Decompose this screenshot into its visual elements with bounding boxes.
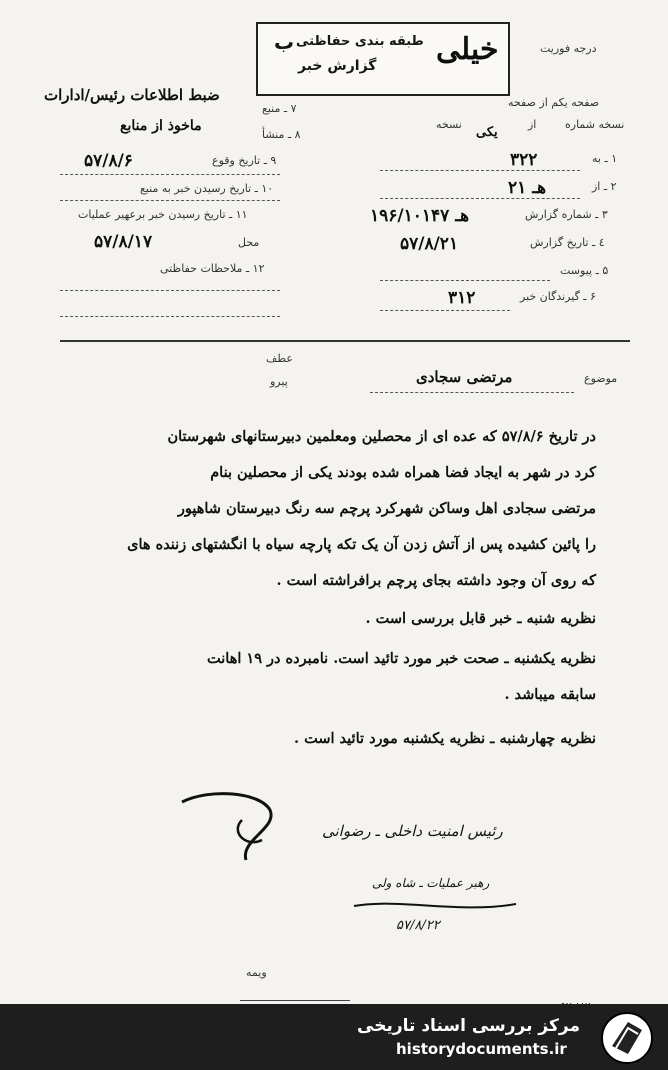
copy-unit-label: نسخه [436, 118, 462, 131]
subject-value: مرتضی سجادی [416, 368, 513, 386]
stamp-big-word: خیلی [436, 32, 499, 67]
field-5-label: ۵ ـ پیوست [560, 264, 609, 277]
copy-number-label: نسخه شماره [565, 118, 625, 131]
signature-tiny-note: ویمه [246, 966, 267, 979]
divider [240, 1000, 350, 1001]
field-1-value: ۳۲۲ [510, 150, 538, 170]
field-2-value: ۲۱ هـ [508, 178, 547, 198]
divider [380, 310, 510, 311]
signature-title: رئیس امنیت داخلی ـ رضوانی [322, 822, 503, 840]
reference-atf-label: عطف [266, 352, 293, 365]
underline-stroke [354, 904, 516, 908]
field-2-label: ۲ ـ از [592, 180, 617, 193]
signature-date: ۵۷/۸/۲۲ [396, 918, 440, 933]
urgency-label: درجه فوریت [540, 42, 597, 55]
field-10-label: ۱۰ ـ تاریخ رسیدن خبر به منبع [140, 182, 274, 195]
divider [380, 170, 580, 171]
field-11-place-label: محل [238, 236, 260, 249]
watermark-url: historydocuments.ir [396, 1040, 567, 1058]
field-4-label: ٤ ـ تاریخ گزارش [530, 236, 605, 249]
watermark-banner [0, 1004, 668, 1070]
signature-sub: رهبر عملیات ـ شاه ولی [372, 876, 490, 890]
divider [380, 198, 580, 199]
divider [380, 280, 550, 281]
stamp-line1: طبقه بندی حفاظتی [296, 34, 424, 49]
signature-scrawl [170, 780, 310, 870]
copy-value: یکی [476, 125, 498, 140]
divider [60, 200, 280, 201]
field-4-value: ۵۷/۸/۲۱ [400, 234, 459, 254]
body-line-1: در تاریخ ۵۷/۸/۶ که عده ای از محصلین ومعلمین دبیرستانهای شهرستان [167, 428, 596, 445]
divider [370, 392, 574, 393]
field-3-label: ۳ ـ شماره گزارش [525, 208, 608, 221]
field-7-value: ضبط اطلاعات رئیس/ادارات [44, 86, 220, 104]
watermark-name: مرکز بررسی اسناد تاریخی [357, 1016, 580, 1036]
section-rule [60, 340, 630, 342]
opinion-3: نظریه چهارشنبه ـ نظریه یکشنبه مورد تائید است . [293, 730, 596, 747]
signature-underline [350, 896, 520, 920]
field-8-label: ۸ ـ منشأ [262, 128, 301, 141]
archive-logo-icon [598, 1010, 656, 1066]
opinion-2: نظریه یکشنبه ـ صحت خبر مورد تائید است. نامبرده در ۱۹ اهانت [207, 650, 596, 667]
body-line-4: را پائین کشیده پس از آتش زدن آن یک تکه پارچه سیاه با انگشتهای زننده های [127, 536, 596, 553]
field-6-label: ۶ ـ گیرندگان خبر [520, 290, 596, 303]
body-line-3: مرتضی سجادی اهل وساکن شهرکرد پرچم سه رنگ دبیرستان شاهپور [177, 500, 596, 517]
field-11-value: ۵۷/۸/۱۷ [94, 232, 153, 252]
field-3-value: ۱۹۶/۱۰۱۴۷ هـ [370, 206, 470, 226]
signature-stroke [238, 820, 262, 842]
subject-label: موضوع [584, 372, 618, 385]
field-6-value: ۳۱۲ [448, 288, 476, 308]
stamp-mark: ب [274, 30, 295, 54]
field-7-label: ۷ ـ منبع [262, 102, 297, 115]
signature-stroke [182, 794, 271, 860]
body-line-5: که روی آن وجود داشته بجای پرچم برافراشته است . [276, 572, 596, 589]
opinion-1: نظریه شنبه ـ خبر قابل بررسی است . [365, 610, 596, 627]
field-1-label: ۱ ـ به [592, 152, 618, 165]
opinion-2-cont: سابقه میباشد . [504, 686, 596, 703]
divider [60, 174, 280, 175]
body-line-2: کرد در شهر به ایجاد فضا همراه شده بودند یکی از محصلین بنام [210, 464, 596, 481]
reference-peyro-label: پیرو [270, 375, 288, 388]
divider [60, 316, 280, 317]
field-11-label: ۱۱ ـ تاریخ رسیدن خبر برعهیر عملیات [78, 208, 248, 221]
field-9-value: ۵۷/۸/۶ [84, 151, 133, 171]
divider [60, 290, 280, 291]
copy-of-label: از [528, 118, 537, 131]
page-count-label: صفحه یکم از صفحه [508, 96, 600, 109]
field-12-label: ۱۲ ـ ملاحظات حفاظتی [160, 262, 265, 275]
classification-stamp [256, 22, 510, 96]
stamp-line2: گزارش خبر [298, 58, 377, 74]
field-9-label: ۹ ـ تاریخ وقوع [212, 154, 277, 167]
field-8-value: ماخوذ از منابع [120, 118, 202, 134]
